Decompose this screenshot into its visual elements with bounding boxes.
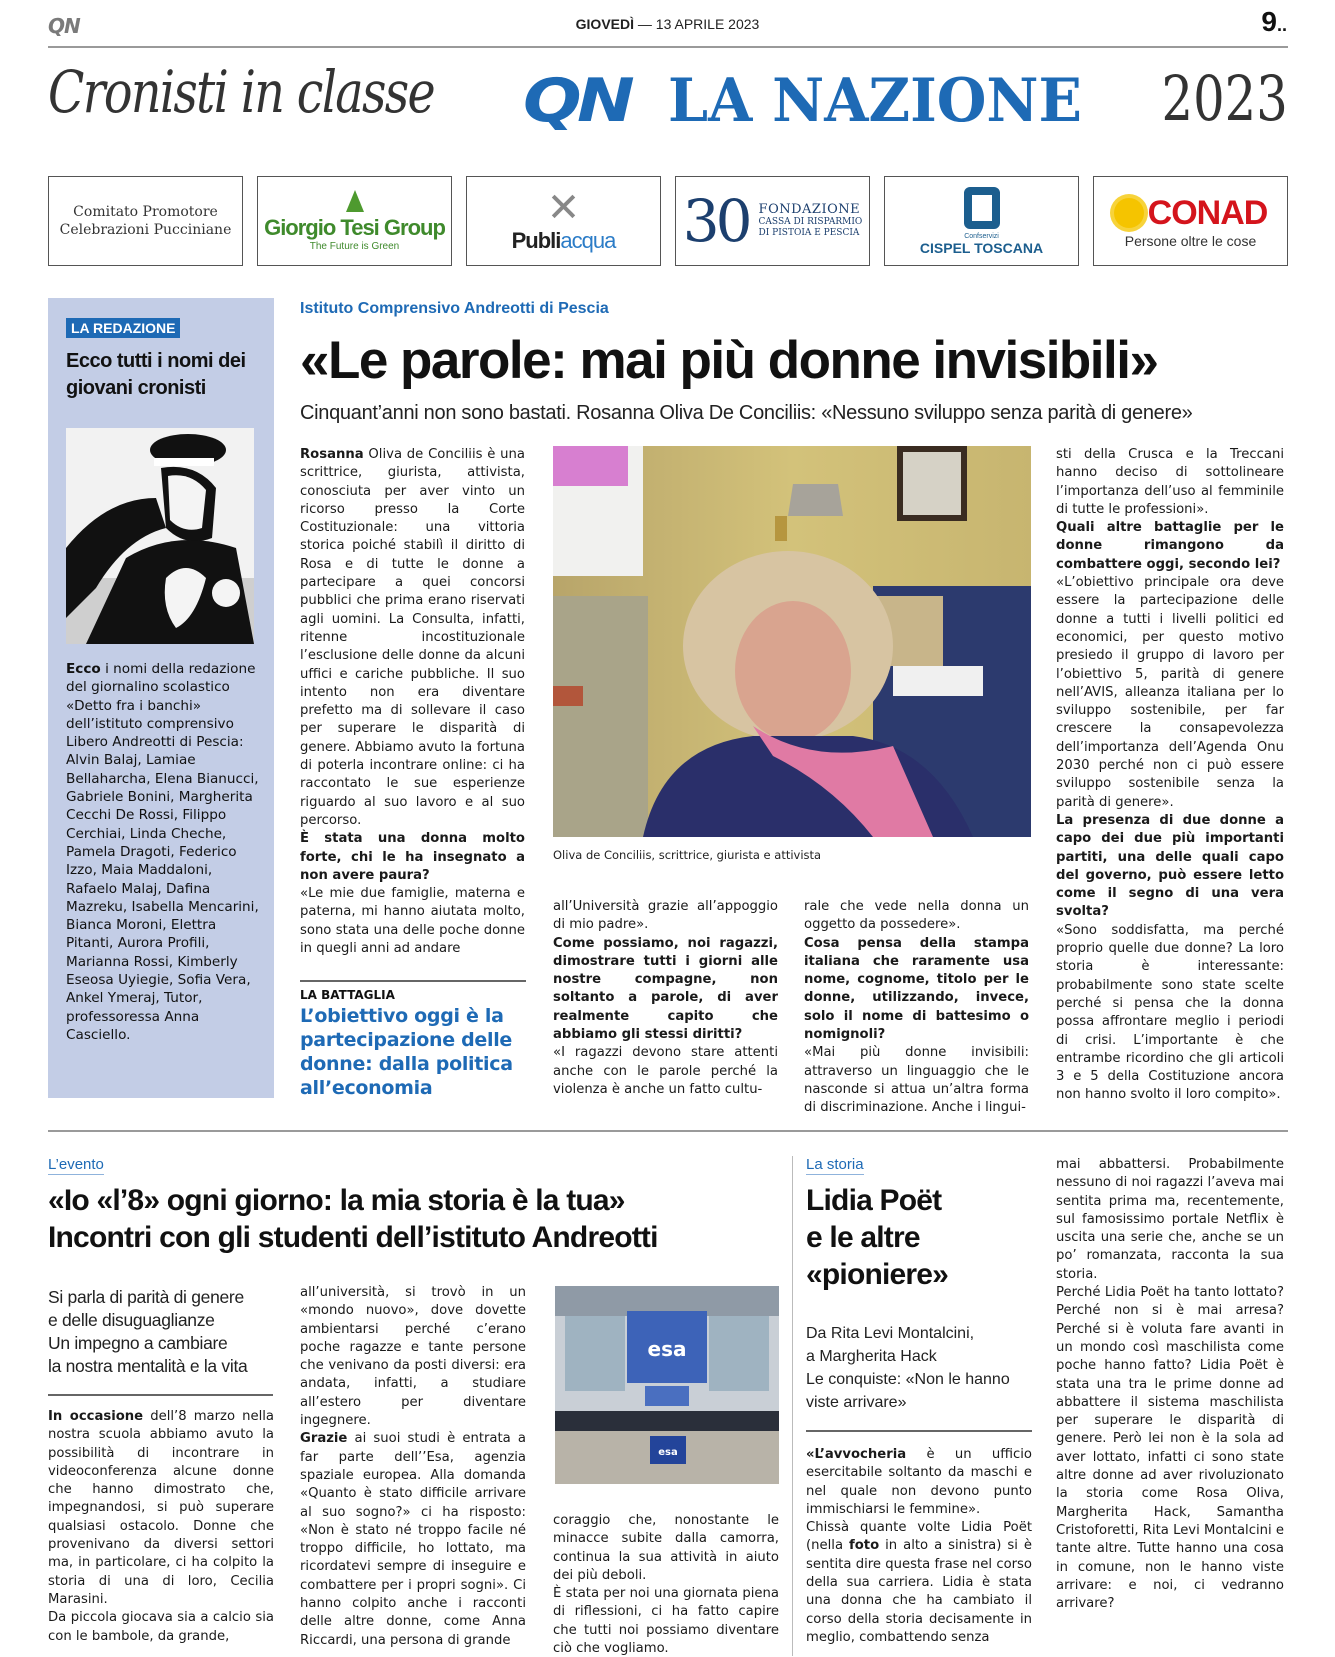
qn-small-logo: QN [48, 14, 80, 38]
interview-question: Come possiamo, noi ragazzi, dimostrare tutti i giorni alle nostre compagne, non soltanto a parole, di aver realmente capito che abbiamo gli stessi diritti? [553, 935, 778, 1043]
box-title: L’obiettivo oggi è la partecipazione delle donne: dalla politica all’economia [300, 1005, 513, 1099]
sponsor-giorgio-tesi [257, 176, 452, 266]
storia-tag: La storia [806, 1156, 864, 1173]
sponsor-conad [1093, 176, 1288, 266]
main-article-photo [553, 446, 1031, 837]
sponsor-cispel [884, 176, 1079, 266]
header-divider [48, 46, 1288, 48]
sponsor-comitato-line1: Comitato Promotore [73, 204, 218, 220]
column-divider [792, 1156, 793, 1656]
dateline [0, 16, 1335, 32]
sponsor-fondazione [675, 176, 870, 266]
sponsor-publiacqua-name: Publiacqua [511, 228, 616, 253]
box-divider [300, 980, 526, 982]
sidebar-names-text: Ecco i nomi della redazione del giornalino scolastico «Detto fra i banchi» dell’istituto comprensivo Libero Andreotti di Pescia: Alvin Balaj, Lamiae Bellaharcha, Elena Bianucci, Gabriele Bonini, Margherita Cecchi De Rossi, Filippo Cerchiai, Linda Cheche, Pamela Dragoti, Federico Izzo, Maia Maddaloni, Rafaelo Malaj, Dafina Mazreku, Isabella Mencarini, Bianca Moroni, Elettra Pitanti, Aurora Profili, Marianna Rossi, Kimberly Eseosa Uyiegie, Sofia Vera, Ankel Ymeraj, Tutor, professoressa Anna Casciello. [66, 661, 259, 1043]
esa-logo-large: esa [647, 1337, 687, 1361]
page-number-dots: .. [1276, 15, 1287, 35]
main-article-column-1: Rosanna Oliva de Conciliis è una scrittrice, giurista, attivista, conosciuta per aver vinto un ricorso presso la Corte Costituzionale: una vittoria storica poiché stabilì il diritto di Rosa e di tutte le donne a partecipare a quei concorsi pubblici che prima erano riservati agli uomini. La Consulta, infatti, ritenne incostituzionale l’esclusione delle donne da alcuni uffici e cariche pubbliche. Il suo intento non era diventare prefetto ma di sollevare il caso per superare le disparità di genere. Abbiamo avuto la fortuna di poterla incontrare online: ci ha raccontato le sue esperienze riguardo al suo lavoro e al suo percorso. È stata una donna molto forte, chi le ha insegnato a non avere paura? «Le mie due famiglie, materna e paterna, mi hanno aiutata molto, sono stata una delle poche donne in quegli anni ad andare [300, 446, 525, 958]
dateline-date: 13 APRILE 2023 [655, 16, 760, 32]
storia-column-2: mai abbattersi. Probabilmente nessuno di noi ragazzi l’aveva mai sentita prima ma, recentemente, sul famosissimo portale Netflix è uscita una serie che, anche se un po’ romanzata, racconta la sua storia. Perché Lidia Poët ha tanto lottato? Perché non si è mai arresa? Perché si è voluta fare avanti in un mondo così maschilista come poche hanno fatto? Lidia Poët è stata una tra le prime donne ad abbattere il sistema maschilista per superare le disparità di genere. Però lei non è la sola ad aver lottato, infatti ci sono state altre donne ad aver rivoluzionato la storia come Rosa Oliva, Margherita Hack, Samantha Cristoforetti, Rita Levi Montalcini e tante altre. Tutte hanno una cosa in comune, non le hanno viste arrivare: e noi, ci vedranno arrivare? [1056, 1157, 1284, 1612]
esa-photo [555, 1286, 779, 1484]
dateline-day: GIOVEDÌ [575, 16, 635, 32]
interview-answer: «L’obiettivo principale ora deve essere la partecipazione delle donne a tutti i livelli politici ed economici, per questo motivo presiedo il gruppo di lavoro per l’obiettivo 5, parità di genere nell’AVIS, alleanza italiana per lo sviluppo sostenibile, per far crescere la consapevolezza dell’importanza dell’Agenda Onu 2030 perché non ci può essere sviluppo sostenibile senza la parità di genere». [1056, 575, 1284, 810]
flower-icon [1114, 198, 1144, 228]
sponsor-publiacqua [466, 176, 661, 266]
masthead-section-title: Cronisti in classe [48, 58, 435, 126]
cispel-logo-icon [964, 187, 1000, 229]
evento-column-2: all’università, si trovò in un «mondo nuovo», dove dovette ambientarsi perché c’erano poche ragazze e tante persone che venivano da posti diversi: era andata, infatti, a studiare all’estero per diventare ingegnere. Grazie ai suoi studi è entrata a far parte dell’’Esa, agenzia spaziale europea. Alla domanda «Quanto è stato difficile arrivare al suo sogno?» ci ha risposto: «Non è stato né troppo facile né troppo difficile, ho lottato, ma ricordatevi sempre di inseguire e combattere per i propri sogni». Ci hanno colpito anche i racconti delle altre donne, come Anna Riccardi, una persona di grande [300, 1285, 526, 1648]
main-article-headline: «Le parole: mai più donne invisibili» [300, 331, 1158, 390]
evento-column-1: In occasione dell’8 marzo nella nostra scuola abbiamo avuto la possibilità di incontrare in videoconferenza alcune donne che hanno dimostrato che, impegnandosi, si può superare qualsiasi ostacolo. Donne che provenivano da diversi settori ma, in particolare, ci ha colpito la storia di una di loro, Cecilia Marasini. Da piccola giocava sia a calcio sia con le bambole, da grande, [48, 1409, 274, 1644]
section-divider [48, 1130, 1288, 1132]
masthead-paper-name: LA NAZIONE [668, 66, 1082, 136]
interview-question: Quali altre battaglie per le donne rimangono da combattere oggi, secondo lei? [1056, 520, 1284, 572]
sponsor-tesi-name: Giorgio Tesi Group [264, 215, 445, 240]
sidebar-title: Ecco tutti i nomi dei giovani cronisti [66, 350, 246, 399]
interview-answer: «Mai più donne invisibili: attraverso un linguaggio che le nasconde si attua un’altra forma di discriminazione. Anche i lingui- [804, 1045, 1029, 1116]
sponsor-conad-tagline: Persone oltre le cose [1124, 232, 1257, 249]
evento-title: «Io «l’8» ogni giorno: la mia storia è la tua» Incontri con gli studenti dell’istituto Andreotti [48, 1184, 658, 1254]
masthead [48, 58, 1288, 138]
main-article-column-4: rale che vede nella donna un oggetto da possedere». Cosa pensa della stampa italiana che raramente usa nome, cognome, titolo per le donne, utilizzando, invece, solo il nome di battesimo o nomignoli? «Mai più donne invisibili: attraverso un linguaggio che le nasconde si attua un’altra forma di discriminazione. Anche i lingui- [804, 898, 1029, 1118]
main-article-subhead: Cinquant’anni non sono bastati. Rosanna Oliva De Conciliis: «Nessuno sviluppo senza parità di genere» [300, 402, 1193, 424]
page-number [1261, 6, 1287, 38]
sidebar-badge: LA REDAZIONE [66, 318, 180, 338]
masthead-year: 2023 [1161, 62, 1288, 135]
interview-answer: «Sono soddisfatta, ma perché proprio quelle due donne? La loro storia è interessante: probabilmente sono state scelte perché si pensa che la donna possa affrontare meglio i periodi di crisi. L’importante è che entrambe ricordino che gli articoli 3 e 5 della Costituzione ancora non hanno svolto il loro compito». [1056, 922, 1284, 1103]
sponsor-tesi-tagline: The Future is Green [309, 241, 400, 252]
tree-icon [346, 190, 364, 212]
sponsor-comitato-line2: Celebrazioni Pucciniane [59, 222, 232, 238]
page-number-value: 9 [1261, 6, 1277, 37]
sidebar-photo [66, 428, 254, 644]
sponsor-fondazione-text: FONDAZIONE CASSA DI RISPARMIO DI PISTOIA E PESCIA [758, 201, 863, 238]
evento-subtitle: Si parla di parità di genere e delle disuguaglianze Un impegno a cambiare la nostra mentalità e la vita [48, 1287, 248, 1376]
interview-question: Cosa pensa della stampa italiana che raramente usa nome, cognome, titolo per le donne, utilizzando, invece, solo il nome di battesimo o nomignoli? [804, 935, 1029, 1043]
storia-subtitle: Da Rita Levi Montalcini, a Margherita Hack Le conquiste: «Non le hanno viste arrivare» [806, 1325, 1010, 1411]
evento-column-3: coraggio che, nonostante le minacce subite dalla camorra, continua la sua attività in aiuto dei più deboli. È stata per noi una giornata piena di riflessioni, ci ha fatto capire che tutti noi possiamo diventare ciò che vogliamo. [553, 1513, 779, 1657]
esa-logo-small: esa [658, 1447, 678, 1458]
sponsor-comitato [48, 176, 243, 266]
evento-tag: L’evento [48, 1156, 104, 1173]
interview-question: La presenza di due donne a capo dei due più importanti partiti, una delle quali capo del governo, può essere letto come il segno di una vera svolta? [1056, 812, 1284, 920]
sidebar-redazione [48, 298, 274, 1098]
box-label: LA BATTAGLIA [300, 988, 395, 1002]
interview-answer: «I ragazzi devono stare attenti anche con le parole perché la violenza è anche un fatto cultu- [553, 1045, 778, 1097]
storia-title: Lidia Poët e le altre «pioniere» [806, 1184, 949, 1291]
main-photo-caption: Oliva de Conciliis, scrittrice, giurista e attivista [553, 848, 822, 862]
sponsor-cispel-name: CISPEL TOSCANA [919, 239, 1044, 256]
main-article-column-5: sti della Crusca e la Treccani hanno deciso di sottolineare l’importanza dell’uso al femminile di tutte le professioni». Quali altre battaglie per le donne rimangono da combattere oggi, secondo lei? «L’obiettivo principale ora deve essere la partecipazione delle donne a tutti i livelli politici ed economici, per questo motivo presiedo il gruppo di lavoro per l’obiettivo 5, parità di genere nell’AVIS, alleanza italiana per lo sviluppo sostenibile, per far crescere la consapevolezza dell’importanza dell’Agenda Onu 2030 perché non ci può essere sviluppo sostenibile senza la parità di genere». La presenza di due donne a capo dei due più importanti partiti, una delle quali capo del governo, può essere letto come il segno di una vera svolta? «Sono soddisfatta, ma perché proprio quelle due donne? La loro storia è interessante: probabilmente sono state scelte perché si pensa che la donna possa affrontare meglio i periodi di crisi. L’importante è che entrambe ricordino che gli articoli 3 e 5 della Costituzione ancora non hanno svolto il loro compito». [1056, 446, 1284, 1105]
masthead-qn-logo: QN [523, 66, 631, 136]
publiacqua-figure-icon: ✕ [546, 186, 581, 230]
interview-answer: «Le mie due famiglie, materna e paterna, mi hanno aiutata molto, sono stata una delle poche donne in quegli anni ad andare [300, 886, 525, 957]
evento-divider [48, 1394, 273, 1396]
storia-column-1: «L’avvocheria è un ufficio esercitabile soltanto da maschi e nel quale non devono punto immischiarsi le femmine». Chissà quante volte Lidia Poët (nella foto in alto a sinistra) si è sentita dire questa frase nel corso della sua carriera. Lidia è stata una donna che ha cambiato il corso della storia decisamente in meglio, combattendo senza [806, 1447, 1032, 1645]
storia-divider [806, 1430, 1032, 1432]
sponsor-conad-name: CONAD [1147, 193, 1268, 232]
sponsor-fondazione-number: 30 [682, 187, 749, 255]
main-article-column-3: all’Università grazie all’appoggio di mio padre». Come possiamo, noi ragazzi, dimostrare tutti i giorni alle nostre compagne, non soltanto a parole, di aver realmente capito che abbiamo gli stessi diritti? «I ragazzi devono stare attenti anche con le parole perché la violenza è anche un fatto cultu- [553, 898, 778, 1099]
main-article-kicker: Istituto Comprensivo Andreotti di Pescia [300, 300, 609, 317]
interview-question: È stata una donna molto forte, chi le ha insegnato a non avere paura? [300, 831, 525, 883]
dateline-separator: — [637, 16, 652, 32]
sponsor-cispel-small: Confservizi [964, 232, 999, 240]
sponsor-strip [48, 176, 1288, 266]
